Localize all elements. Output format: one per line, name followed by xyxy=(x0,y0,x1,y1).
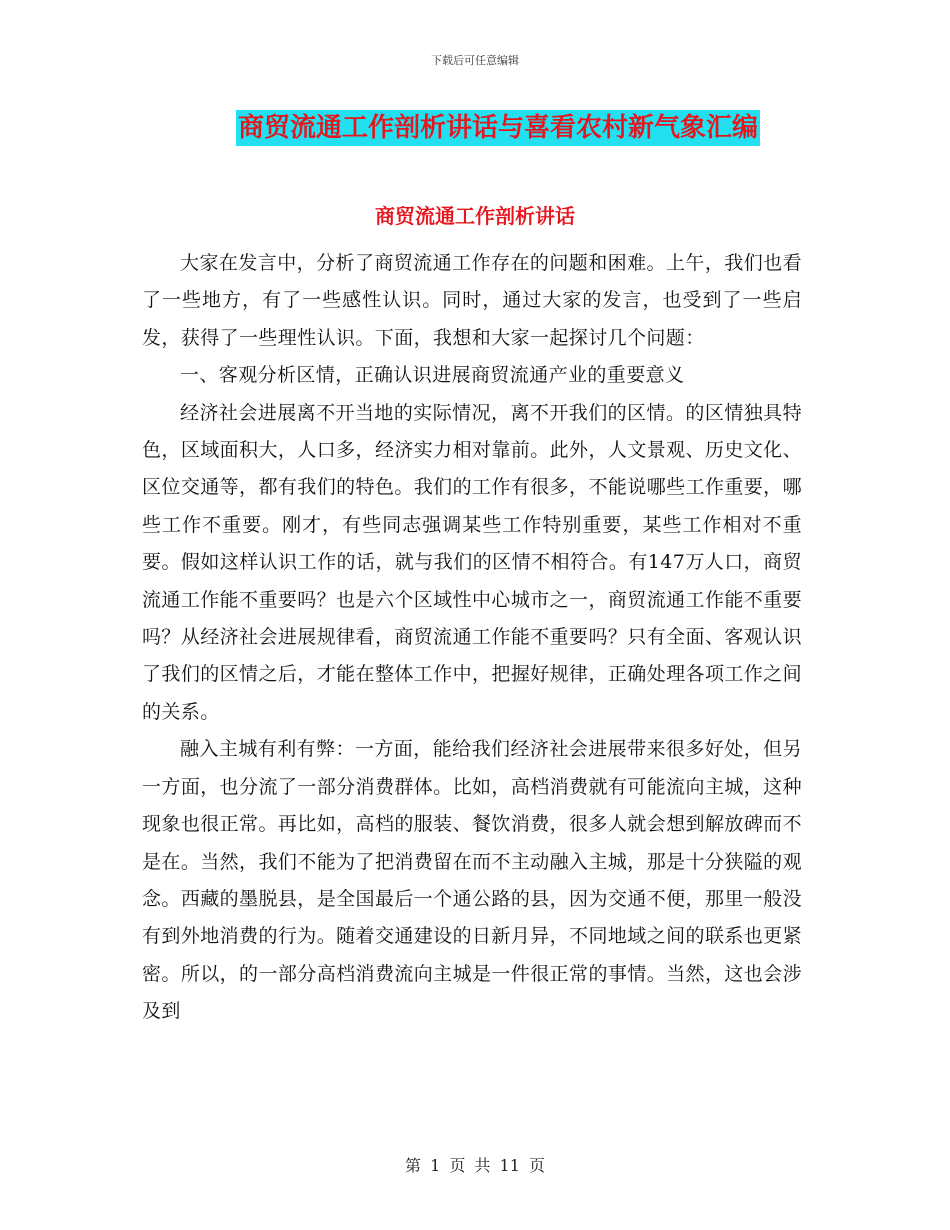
page-header-note: 下载后可任意编辑 xyxy=(431,54,519,67)
paragraph: 融入主城有利有弊：一方面，能给我们经济社会进展带来很多好处，但另一方面，也分流了一部分消费群体。比如，高档消费就有可能流向主城，这种现象也很正常。再比如，高档的服装、餐饮消费，很多人就会想到解放碑而不是在。当然，我们不能为了把消费留在而不主动融入主城，那是十分狭隘的观念。西藏的墨脱县，是全国最后一个通公路的县，因为交通不便，那里一般没有到外地消费的行为。随着交通建设的日新月异，不同地域之间的联系也更紧密。所以，的一部分高档消费流向主城是一件很正常的事情。当然，这也会涉及到 xyxy=(142,738,802,1023)
document-title: 商贸流通工作剖析讲话与喜看农村新气象汇编 xyxy=(236,110,760,146)
section-title: 商贸流通工作剖析讲话 xyxy=(375,204,575,228)
document-title-container xyxy=(0,110,950,146)
paragraph-heading: 一、客观分析区情，正确认识进展商贸流通产业的重要意义 xyxy=(180,364,685,387)
page-number-footer: 第 1 页 共 11 页 xyxy=(405,1156,545,1175)
document-body xyxy=(142,245,802,1031)
paragraph: 经济社会进展离不开当地的实际情况，离不开我们的区情。的区情独具特色，区域面积大，人口多，经济实力相对靠前。此外，人文景观、历史文化、区位交通等，都有我们的特色。我们的工作有很多，不能说哪些工作重要，哪些工作不重要。刚才，有些同志强调某些工作特别重要，某些工作相对不重要。假如这样认识工作的话，就与我们的区情不相符合。有147万人口，商贸流通工作能不重要吗？也是六个区域性中心城市之一，商贸流通工作能不重要吗？从经济社会进展规律看，商贸流通工作能不重要吗？只有全面、客观认识了我们的区情之后，才能在整体工作中，把握好规律，正确处理各项工作之间的关系。 xyxy=(142,401,802,723)
paragraph: 大家在发言中，分析了商贸流通工作存在的问题和困难。上午，我们也看了一些地方，有了一些感性认识。同时，通过大家的发言，也受到了一些启发，获得了一些理性认识。下面，我想和大家一起探讨几个问题： xyxy=(142,252,802,349)
